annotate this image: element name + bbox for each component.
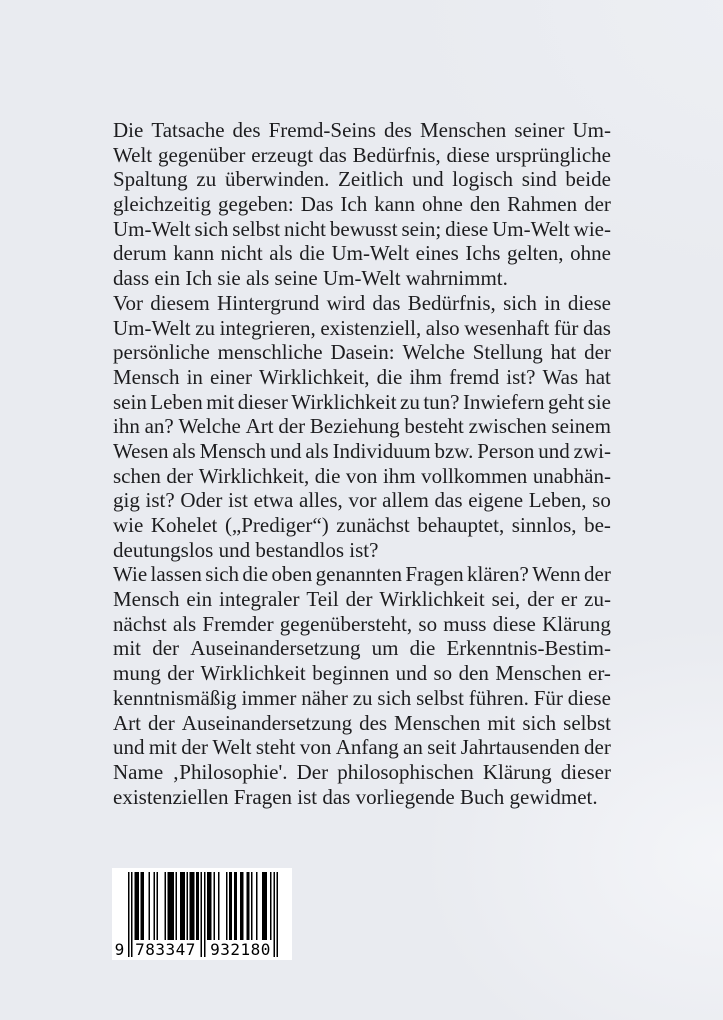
text-line: kenntnismäßig immer näher zu sich selbst führen. Für diese <box>113 685 611 710</box>
text-line: mung der Wirklichkeit beginnen und so den Menschen er- <box>113 661 611 686</box>
text-line: Welt gegenüber erzeugt das Bedürfnis, diese ursprüngliche <box>113 142 611 167</box>
blurb-text <box>113 118 611 809</box>
text-line: gig ist? Oder ist etwa alles, vor allem das eigene Leben, so <box>113 488 611 513</box>
text-line: mit der Auseinandersetzung um die Erkenntnis-Bestim- <box>113 636 611 661</box>
text-line: Wesen als Mensch und als Individuum bzw. Person und zwi- <box>113 438 611 463</box>
text-line: existenziellen Fragen ist das vorliegende Buch gewidmet. <box>113 784 598 809</box>
text-line: Wie lassen sich die oben genannten Fragen klären? Wenn der <box>113 562 611 587</box>
text-line: Vor diesem Hintergrund wird das Bedürfnis, sich in diese <box>113 290 611 315</box>
text-line: schen der Wirklichkeit, die von ihm vollkommen unabhän- <box>113 463 611 488</box>
text-line: und mit der Welt steht von Anfang an seit Jahrtausenden der <box>113 735 611 760</box>
text-line: deutungslos und bestandlos ist? <box>113 537 379 562</box>
text-line: sein Leben mit dieser Wirklichkeit zu tun? Inwiefern geht sie <box>113 389 611 414</box>
text-line: derum kann nicht als die Um-Welt eines Ichs gelten, ohne <box>113 241 611 266</box>
text-line: ihn an? Welche Art der Beziehung besteht zwischen seinem <box>113 414 611 439</box>
text-line: gleichzeitig gegeben: Das Ich kann ohne den Rahmen der <box>113 192 611 217</box>
text-line: Um-Welt zu integrieren, existenziell, also wesenhaft für das <box>113 315 611 340</box>
text-line: Mensch ein integraler Teil der Wirklichkeit sei, der er zu- <box>113 587 611 612</box>
text-line: Die Tatsache des Fremd-Seins des Menschen seiner Um- <box>113 118 611 142</box>
text-line: Mensch in einer Wirklichkeit, die ihm fremd ist? Was hat <box>113 364 611 389</box>
text-line: Spaltung zu überwinden. Zeitlich und logisch sind beide <box>113 167 611 192</box>
text-line: nächst als Fremder gegenübersteht, so muss diese Klärung <box>113 611 611 636</box>
isbn-barcode <box>112 868 292 960</box>
barcode-lead-digit: 9 <box>114 940 125 959</box>
text-line: Art der Auseinandersetzung des Menschen mit sich selbst <box>113 710 611 735</box>
text-line: persönliche menschliche Dasein: Welche Stellung hat der <box>113 340 611 365</box>
barcode-digits-group2: 932180 <box>210 940 271 959</box>
text-line: dass ein Ich sie als seine Um-Welt wahrnimmt. <box>113 266 508 291</box>
text-line: Um-Welt sich selbst nicht bewusst sein; diese Um-Welt wie- <box>113 216 611 241</box>
text-line: wie Kohelet („Prediger“) zunächst behauptet, sinnlos, be- <box>113 513 611 537</box>
text-line: Name ‚Philosophie'. Der philosophischen Klärung dieser <box>113 759 611 784</box>
barcode-digits-group1: 783347 <box>135 940 196 959</box>
